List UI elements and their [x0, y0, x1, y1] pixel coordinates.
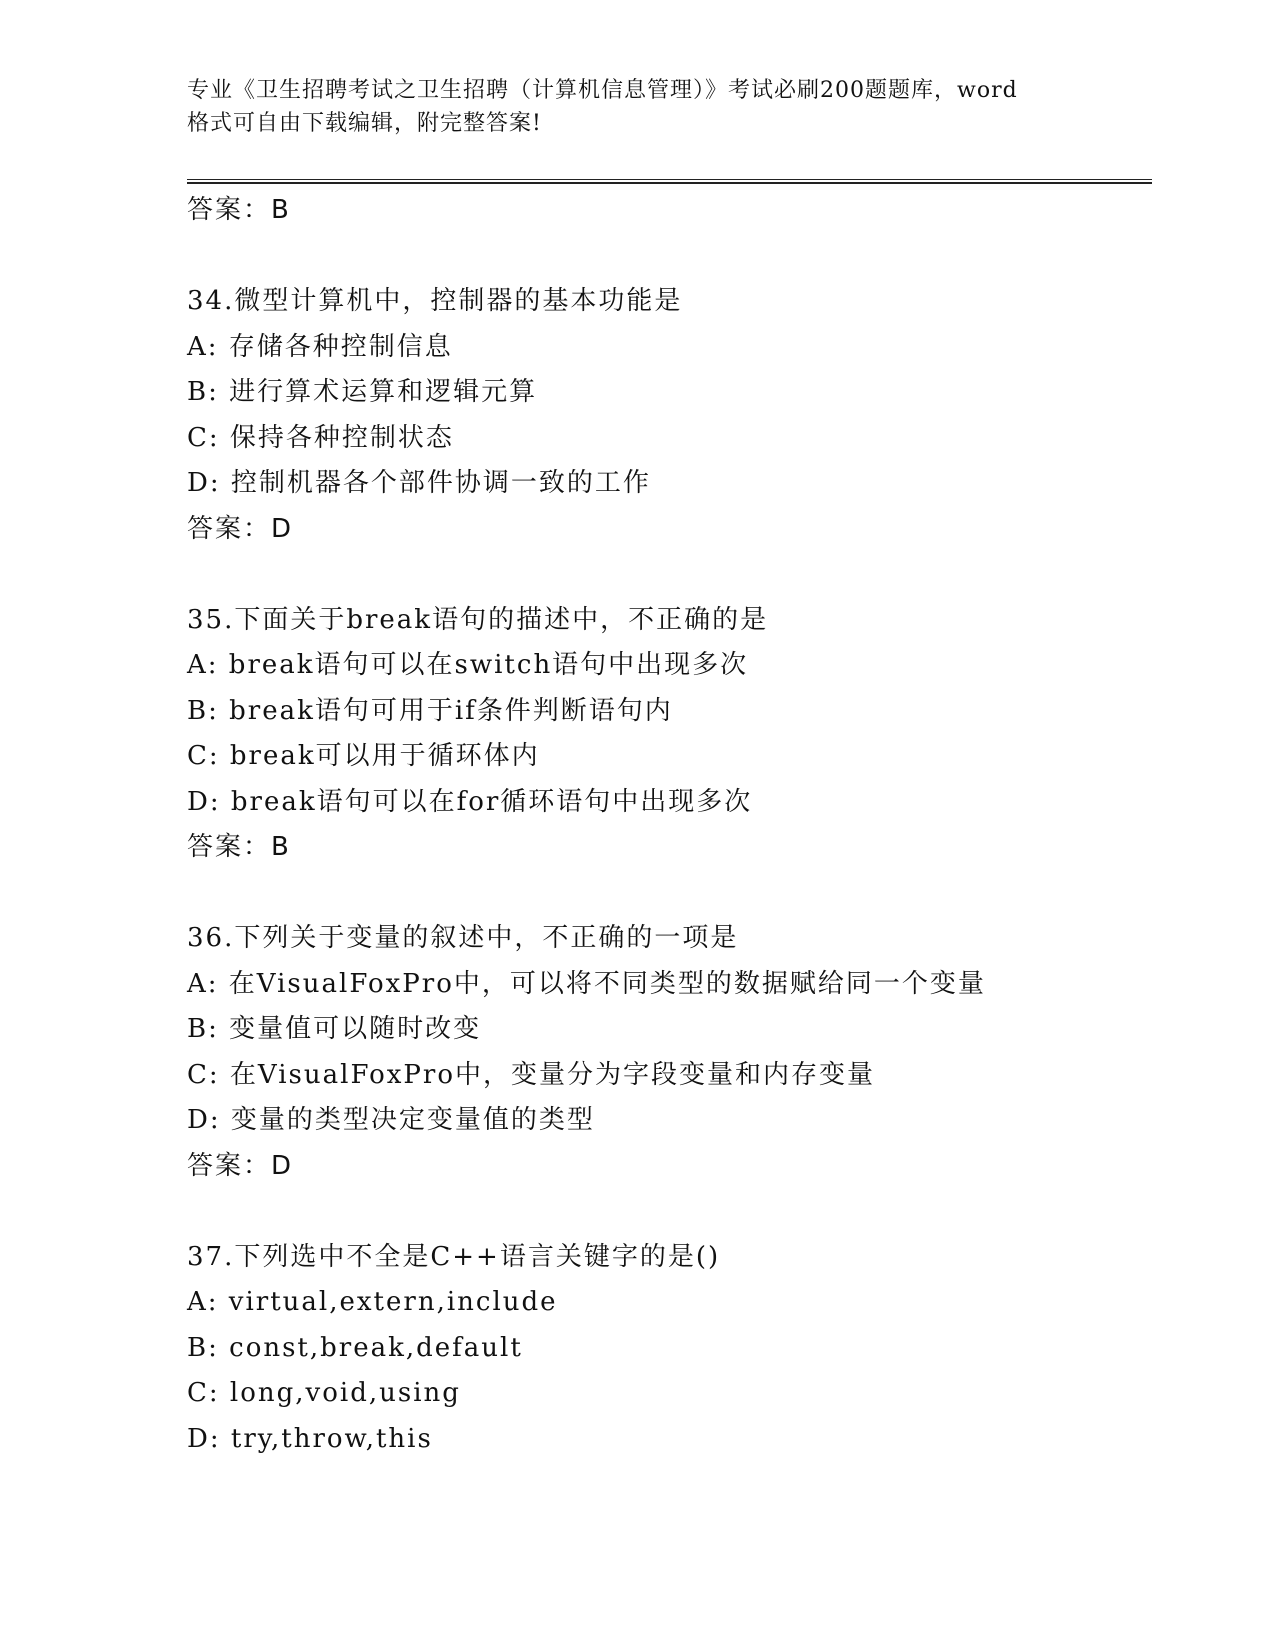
header-line-1: 专业《卫生招聘考试之卫生招聘（计算机信息管理）》考试必刷200题题库，word: [187, 78, 1018, 103]
spacer: [187, 871, 1147, 917]
option-b: B: break语句可用于if条件判断语句内: [187, 695, 673, 726]
option-c: C: 在VisualFoxPro中，变量分为字段变量和内存变量: [187, 1059, 875, 1090]
spacer: [187, 552, 1147, 598]
question-stem: 36.下列关于变量的叙述中，不正确的一项是: [187, 923, 739, 953]
option-d: D: break语句可以在for循环语句中出现多次: [187, 786, 753, 817]
question-35: [187, 598, 1147, 871]
option-c: C: long,void,using: [187, 1378, 461, 1408]
option-b: B: 进行算术运算和逻辑元算: [187, 377, 538, 407]
option-d: D: try,throw,this: [187, 1423, 433, 1454]
option-d: D: 变量的类型决定变量值的类型: [187, 1105, 595, 1135]
spacer: [187, 1189, 1147, 1235]
question-stem: 37.下列选中不全是C++语言关键字的是(): [187, 1241, 721, 1272]
option-a: A: 在VisualFoxPro中，可以将不同类型的数据赋给同一个变量: [187, 968, 986, 999]
question-stem: 34.微型计算机中，控制器的基本功能是: [187, 286, 683, 316]
header-line-2: 格式可自由下载编辑，附完整答案!: [187, 111, 542, 136]
option-a: A: break语句可以在switch语句中出现多次: [187, 650, 749, 680]
document-body: [187, 188, 1147, 1462]
option-d: D: 控制机器各个部件协调一致的工作: [187, 468, 651, 498]
question-34: [187, 279, 1147, 552]
answer-line: 答案：B: [187, 195, 291, 225]
answer-line: 答案：D: [187, 513, 294, 544]
spacer: [187, 234, 1147, 280]
header-rule-thin: [187, 179, 1152, 180]
document-header: [187, 74, 1087, 140]
question-36: [187, 916, 1147, 1189]
option-c: C: 保持各种控制状态: [187, 422, 454, 453]
question-stem: 35.下面关于break语句的描述中，不正确的是: [187, 604, 769, 635]
question-37: [187, 1235, 1147, 1463]
option-a: A: virtual,extern,include: [187, 1287, 558, 1317]
option-a: A: 存储各种控制信息: [187, 331, 453, 362]
header-rule-thick: [187, 182, 1152, 184]
answer-line: 答案：B: [187, 832, 291, 862]
option-b: B: 变量值可以随时改变: [187, 1014, 482, 1044]
option-c: C: break可以用于循环体内: [187, 741, 540, 771]
option-b: B: const,break,default: [187, 1332, 523, 1363]
answer-line: 答案：D: [187, 1150, 294, 1181]
